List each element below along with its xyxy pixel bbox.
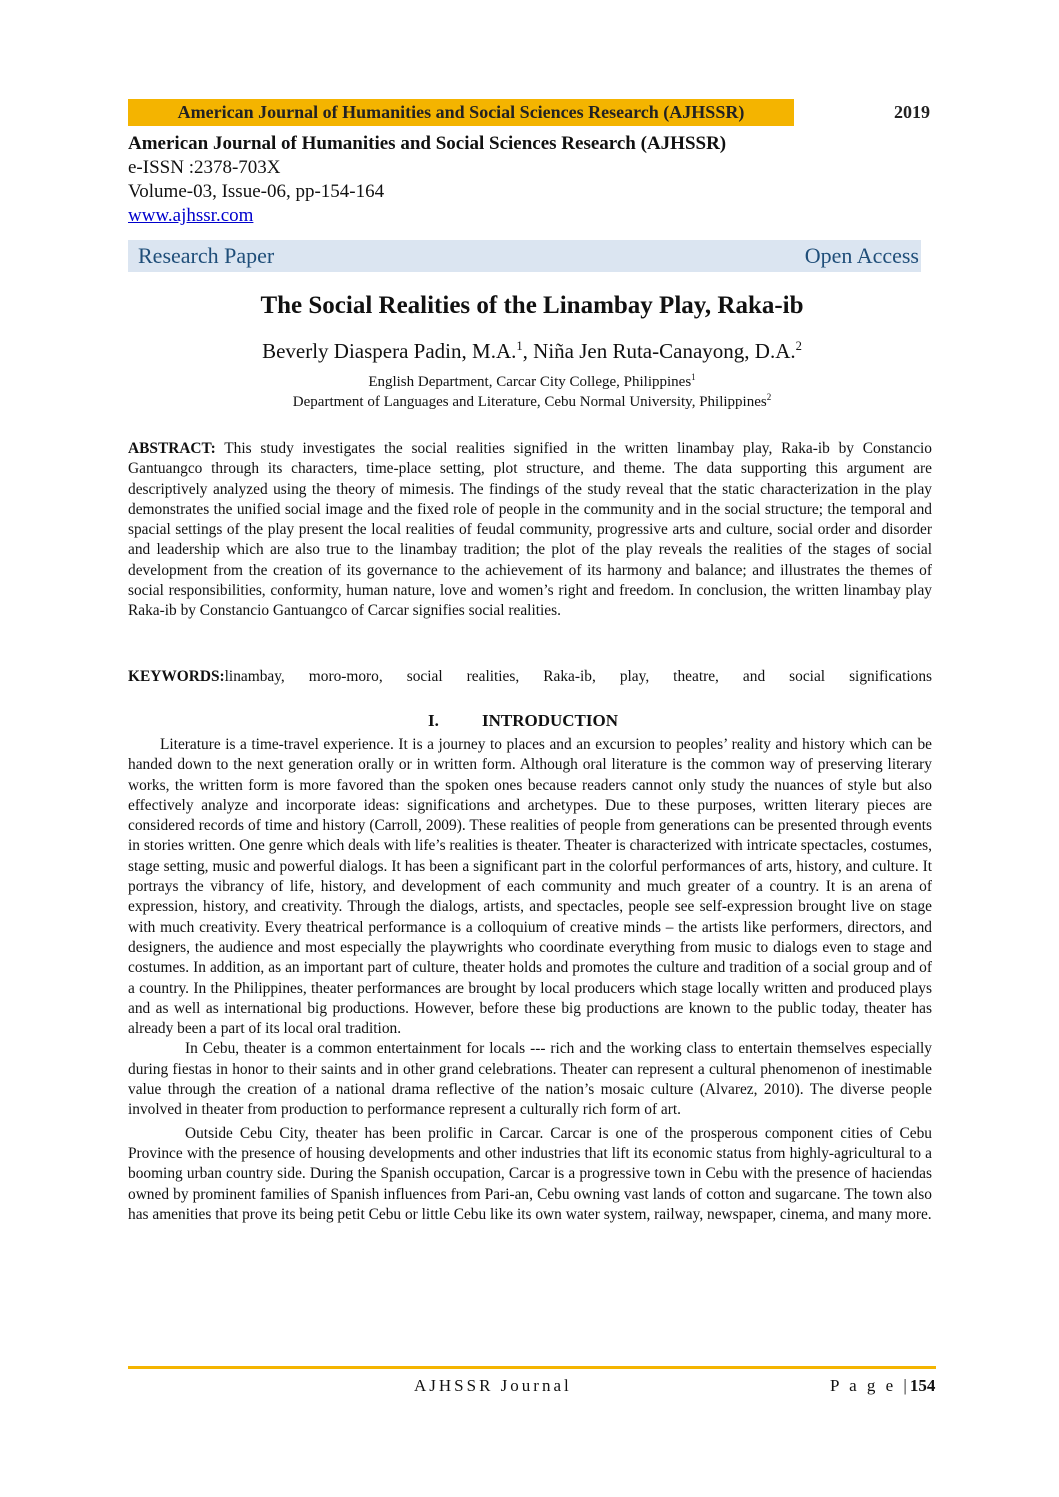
keywords (128, 667, 932, 687)
running-header (128, 99, 936, 126)
affiliation-text: Department of Languages and Literature, Cebu Normal University, Philippines (292, 394, 767, 410)
article-type-bar (128, 240, 921, 272)
author-name: Beverly Diaspera Padin, M.A. (262, 339, 517, 363)
section-title: INTRODUCTION (482, 711, 619, 730)
footer-journal: AJHSSR Journal (414, 1376, 572, 1395)
paragraph: In Cebu, theater is a common entertainment for locals --- rich and the working class to entertain themselves especially during fiestas in honor to their saints and in other grand celebrations. Theater can represent a cultural phenomenon of inestimable value through the creation of a national drama reflective of the nation’s mosaic culture (Alvarez, 2010). The diverse people involved in theater from production to performance represent a culturally rich form of art. (128, 1040, 932, 1119)
abstract-text: This study investigates the social realities signified in the written linambay play, Raka-ib by Constancio Gantuangco through its characters, time-place setting, plot structure, and theme. The data supporting this argument are descriptively analyzed using the theory of mimesis. The findings of the study reveal that the static characterization in the play demonstrates the unified social image and the fixed role of people in the community and in the social structure; the temporal and spacial settings of the play present the local realities of feudal community, progressive arts and culture, social order and disorder and leadership which are also true to the linambay tradition; the plot of the play reveals the realities of the stages of social development from the creation of its governance to the achievement of its harmony and balance; and illustrates the themes of social responsibilities, conformity, human nature, love and women’s right and freedom. In conclusion, the written linambay play Raka-ib by Constancio Gantuangco of Carcar signifies social realities. (128, 440, 932, 620)
journal-info (128, 132, 726, 228)
page-number: 154 (909, 1376, 936, 1395)
paragraph: Literature is a time-travel experience. It is a journey to places and an excursion to peoples’ reality and history which can be handed down to the next generation orally or in written form. Although oral literature is the common way of preserving literary works, the written form is more favored than the spoken ones because readers cannot only study the nuances of style but also effectively analyze and incorporate ideas: significations and archetypes. Due to these purposes, written literary pieces are considered records of time and history (Carroll, 2009). These realities of people from generations can be presented through events in stories written. One genre which deals with life’s realities is theater. Theater is characterized with intricate spectacles, costumes, stage setting, music and powerful dialogs. It has been a significant part in the colorful performances of arts, history, and culture. It portrays the vibrancy of life, history, and development of each community and much greater of a country. It is an arena of expression, history, and creativity. Through the dialogs, artists, and spectacles, people see self-expression brought live on stage with much creativity. Every theatrical performance is a colloquium of creative minds – the artists like performers, directors, and designers, the audience and most especially the playwrights who coordinate everything from music to dialogs even to stage and costumes. In addition, as an important part of culture, theater holds and promotes the culture and tradition of a social group and of a country. In the Philippines, theater performances are brought by local producers which stage locally written and produced plays and as well as international big productions. However, before these big productions are known to the public today, theater has already been a part of its local oral tradition. (128, 736, 933, 1038)
abstract-label: ABSTRACT: (128, 440, 216, 457)
page-label: P a g e | (830, 1376, 910, 1395)
keywords-text: linambay, moro-moro, social realities, Raka-ib, play, theatre, and social significations (224, 668, 932, 685)
running-header-journal: American Journal of Humanities and Social Sciences Research (AJHSSR) (128, 99, 794, 126)
journal-url-link[interactable]: www.ajhssr.com (128, 205, 254, 226)
paragraph: Outside Cebu City, theater has been prolific in Carcar. Carcar is one of the prosperous component cities of Cebu Province with the presence of housing developments and other industries that lift its economic status from highly-agricultural to a booming urban country side. During the Spanish occupation, Carcar is a progressive town in Cebu with the presence of haciendas owned by prominent families of Spanish influences from Pari-an, Cebu owning vast lands of cotton and sugarcane. The town also has amenities that prove its being petit Cebu or little Cebu like its own water system, railway, newspaper, cinema, and many more. (128, 1124, 932, 1223)
abstract (128, 439, 932, 622)
body-text (128, 735, 932, 1225)
journal-issn: e-ISSN :2378-703X (128, 157, 281, 178)
section-number: I. (428, 711, 439, 730)
affiliation (128, 392, 936, 411)
affiliation (128, 372, 936, 391)
author-affil-mark: 1 (516, 339, 523, 353)
author-name: , Niña Jen Ruta-Canayong, D.A. (522, 339, 796, 363)
affiliation-text: English Department, Carcar City College, Philippines (368, 374, 692, 390)
journal-volume: Volume-03, Issue-06, pp-154-164 (128, 181, 385, 202)
affiliation-mark: 2 (766, 392, 772, 402)
running-header-year: 2019 (894, 102, 930, 122)
author-affil-mark: 2 (795, 339, 802, 353)
footer-page (830, 1376, 935, 1396)
author-list (128, 339, 936, 364)
open-access-label: Open Access (804, 243, 919, 268)
footer-rule (128, 1366, 936, 1369)
article-type-label: Research Paper (138, 243, 275, 268)
journal-name: American Journal of Humanities and Social Sciences Research (AJHSSR) (128, 133, 727, 154)
affiliation-mark: 1 (691, 372, 696, 382)
paper-title: The Social Realities of the Linambay Play, Raka-ib (260, 292, 804, 319)
keywords-label: KEYWORDS: (128, 668, 225, 685)
